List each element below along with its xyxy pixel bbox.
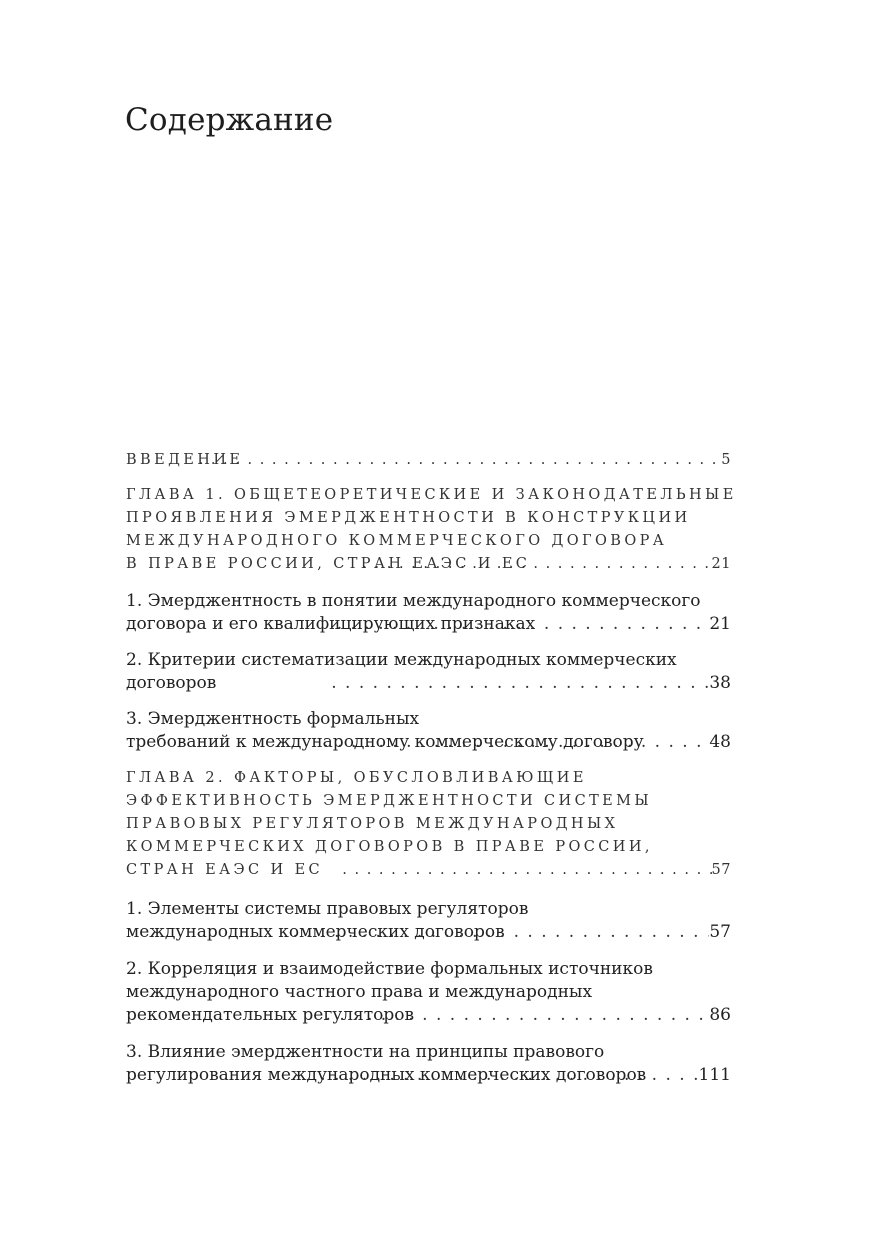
toc-entry-section-2-3[interactable] bbox=[126, 1041, 731, 1087]
toc-page-number: 21 bbox=[709, 614, 731, 634]
toc-entry-line: 2. Критерии систематизации международных коммерческих bbox=[126, 650, 677, 670]
toc-entry-title bbox=[126, 649, 677, 695]
toc-entry-title bbox=[126, 590, 701, 636]
toc-entry-title bbox=[126, 1041, 647, 1087]
toc-page-number: 57 bbox=[709, 922, 731, 942]
page-title: Содержание bbox=[125, 102, 334, 138]
dot-leader bbox=[325, 672, 709, 695]
toc-entry-line: 3. Влияние эмерджентности на принципы правового bbox=[126, 1042, 605, 1062]
toc-entry-section-2-2[interactable] bbox=[126, 958, 731, 1027]
toc-entry-title bbox=[126, 708, 644, 754]
dot-leader bbox=[314, 1064, 698, 1087]
toc-entry-line: ВВЕДЕНИЕ bbox=[126, 452, 244, 468]
toc-entry-line: рекомендательных регуляторов bbox=[126, 1005, 415, 1025]
toc-entry-introduction[interactable] bbox=[126, 449, 731, 472]
toc-entry-line: 2. Корреляция и взаимодействие формальных источников bbox=[126, 959, 653, 979]
dot-leader bbox=[287, 921, 710, 944]
toc-page-number: 5 bbox=[721, 452, 731, 468]
toc-entry-title bbox=[126, 898, 529, 944]
toc-entry-line: регулирования международных коммерческих договоров bbox=[126, 1065, 647, 1085]
toc-entry-title bbox=[126, 767, 653, 882]
toc-entry-line: МЕЖДУНАРОДНОГО КОММЕРЧЕСКОГО ДОГОВОРА bbox=[126, 533, 668, 549]
toc-entry-section-2-1[interactable] bbox=[126, 898, 731, 944]
toc-entry-section-1-1[interactable] bbox=[126, 590, 731, 636]
toc-page-number: 21 bbox=[711, 556, 731, 572]
toc-entry-title bbox=[126, 958, 653, 1027]
toc-entry-line: договора и его квалифицирующих признаках bbox=[126, 614, 536, 634]
toc-entry-section-1-2[interactable] bbox=[126, 649, 731, 695]
toc-entry-chapter-1[interactable] bbox=[126, 484, 737, 576]
toc-entry-line: КОММЕРЧЕСКИХ ДОГОВОРОВ В ПРАВЕ РОССИИ, bbox=[126, 839, 653, 855]
toc-entry-line: 3. Эмерджентность формальных bbox=[126, 709, 420, 729]
toc-entry-title bbox=[126, 449, 244, 472]
toc-entry-chapter-2[interactable] bbox=[126, 767, 731, 882]
toc-entry-section-1-3[interactable] bbox=[126, 708, 731, 754]
toc-entry-line: СТРАН ЕАЭС И ЕС bbox=[126, 862, 324, 878]
dot-leader bbox=[356, 553, 711, 576]
toc-entry-line: ПРОЯВЛЕНИЯ ЭМЕРДЖЕНТНОСТИ В КОНСТРУКЦИИ bbox=[126, 510, 691, 526]
dot-leader bbox=[331, 613, 710, 636]
toc-page-number: 111 bbox=[698, 1065, 731, 1085]
dot-leader bbox=[317, 731, 709, 754]
dot-leader bbox=[336, 859, 711, 882]
toc-page-number: 86 bbox=[709, 1005, 731, 1025]
dot-leader bbox=[193, 449, 722, 472]
dot-leader bbox=[320, 1004, 710, 1027]
toc-entry-line: международных коммерческих договоров bbox=[126, 922, 505, 942]
toc-entry-line: В ПРАВЕ РОССИИ, СТРАН ЕАЭС И ЕС bbox=[126, 556, 531, 572]
toc-entry-line: международного частного права и международных bbox=[126, 982, 593, 1002]
toc-entry-line: требований к международному коммерческому договору bbox=[126, 732, 644, 752]
toc-entry-line: договоров bbox=[126, 673, 217, 693]
table-of-contents bbox=[126, 449, 737, 1087]
toc-page-number: 38 bbox=[709, 673, 731, 693]
toc-page-number: 48 bbox=[709, 732, 731, 752]
toc-entry-line: ЭФФЕКТИВНОСТЬ ЭМЕРДЖЕНТНОСТИ СИСТЕМЫ bbox=[126, 793, 653, 809]
toc-entry-line: 1. Элементы системы правовых регуляторов bbox=[126, 899, 529, 919]
toc-entry-line: 1. Эмерджентность в понятии международного коммерческого bbox=[126, 591, 701, 611]
toc-page-number: 57 bbox=[711, 862, 731, 878]
toc-entry-line: ГЛАВА 1. ОБЩЕТЕОРЕТИЧЕСКИЕ И ЗАКОНОДАТЕЛЬНЫЕ bbox=[126, 487, 737, 503]
toc-entry-line: ГЛАВА 2. ФАКТОРЫ, ОБУСЛОВЛИВАЮЩИЕ bbox=[126, 770, 587, 786]
toc-entry-line: ПРАВОВЫХ РЕГУЛЯТОРОВ МЕЖДУНАРОДНЫХ bbox=[126, 816, 619, 832]
